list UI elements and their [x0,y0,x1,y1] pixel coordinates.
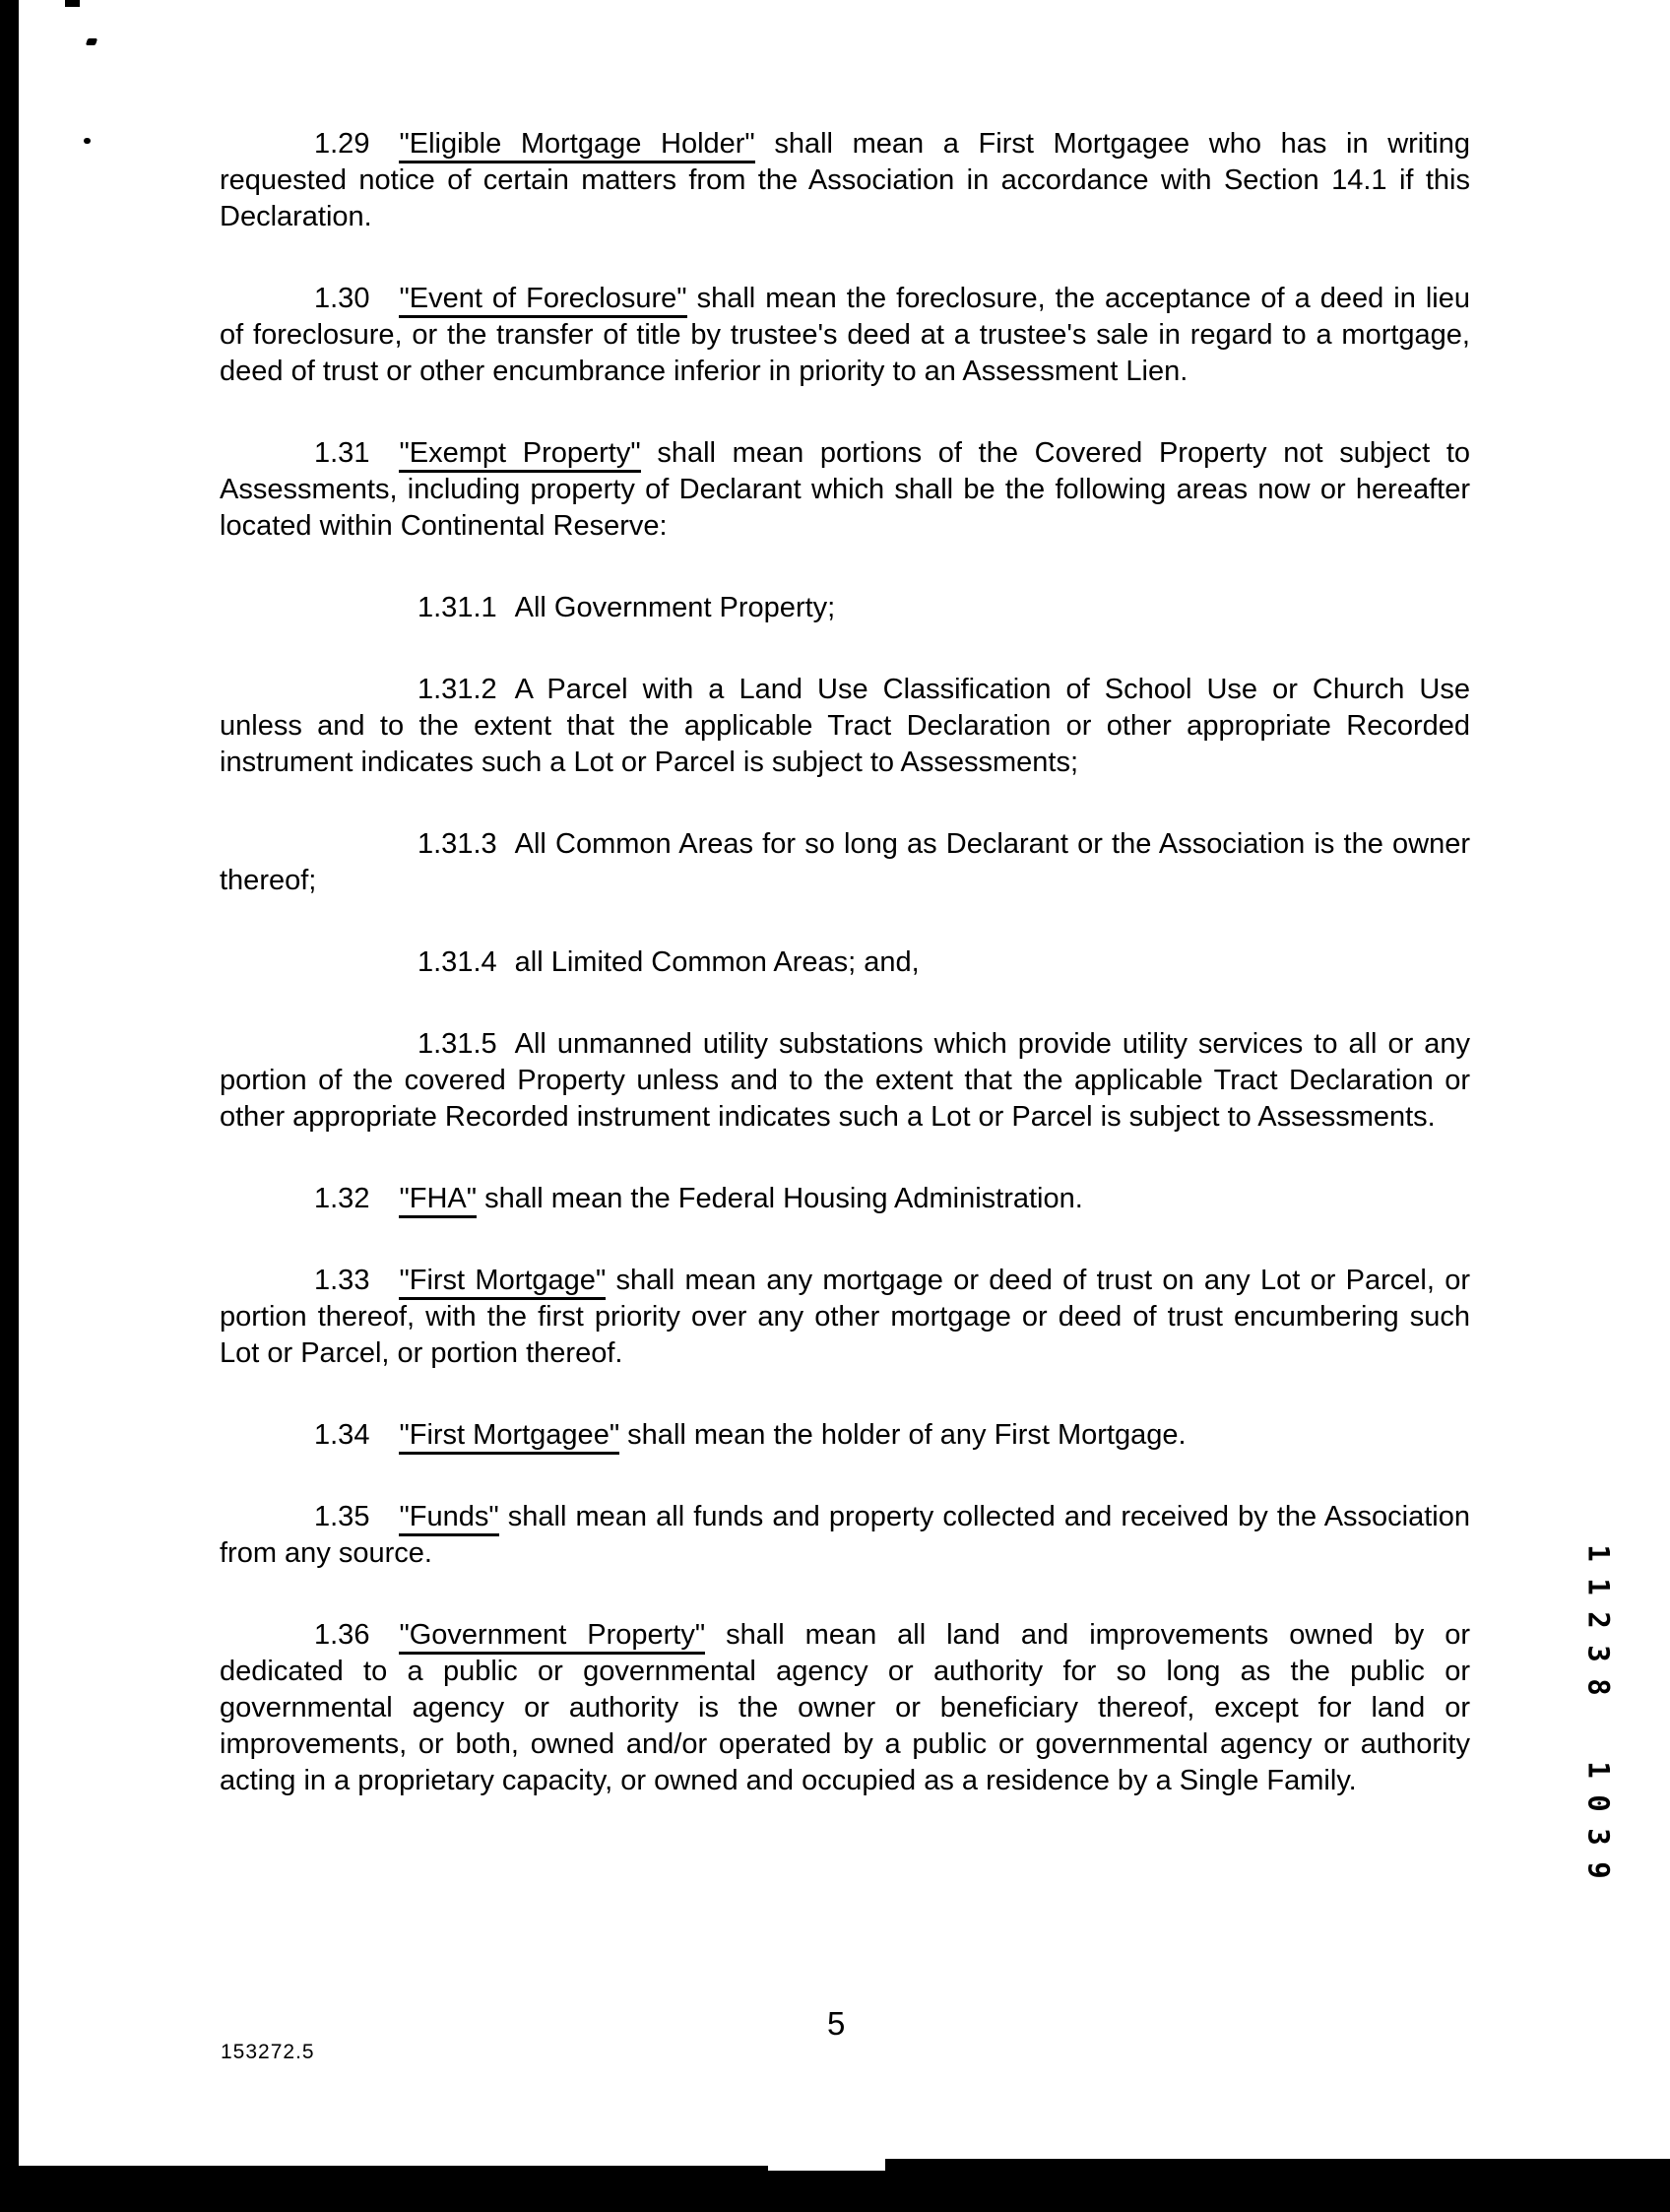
defined-term: "Exempt Property" [399,437,640,473]
document-body [220,126,1470,1845]
section-1.31.2: 1.31.2 A Parcel with a Land Use Classification of School Use or Church Use unless and to the extent that the applicable Tract Declaration or other appropriate Recorded instrument indicates such a Lot or Parcel is subject to Assessments; [220,674,1470,778]
defined-term: "Eligible Mortgage Holder" [399,128,754,163]
section-1.31.4: 1.31.4 all Limited Common Areas; and, [418,946,920,978]
stamp-digit: 9 [1582,1861,1616,1879]
section-1.31: 1.31 "Exempt Property" shall mean portions of the Covered Property not subject to Assessments, including property of Declarant which shall be the following areas now or hereafter located within Continental Reserve: [220,437,1471,542]
section-1.29: 1.29 "Eligible Mortgage Holder" shall mean a First Mortgagee who has in writing requested notice of certain matters from the Association in accordance with Section 14.1 if this Declaration. [220,128,1470,232]
section-1.35: 1.35 "Funds" shall mean all funds and property collected and received by the Association from any source. [220,1501,1470,1569]
footer-reference-number: 153272.5 [221,2041,315,2063]
stamp-digit: 1 [1582,1761,1616,1779]
defined-term: "Government Property" [399,1619,705,1655]
section-number: 1.31.4 [418,946,497,978]
stamp-digit: 3 [1582,1645,1616,1662]
defined-term: "FHA" [399,1183,477,1218]
section-number: 1.31 [314,437,370,469]
section-number: 1.31.2 [418,674,497,705]
section-1.31.1: 1.31.1 All Government Property; [418,592,836,623]
section-1.31.3: 1.31.3 All Common Areas for so long as Declarant or the Association is the owner thereof; [220,828,1470,896]
scan-speck [86,38,97,45]
stamp-digit: 1 [1582,1578,1616,1595]
margin-stamp-bottom [1577,1753,1621,1887]
stamp-digit: 0 [1582,1794,1616,1812]
section-number: 1.33 [314,1265,370,1296]
scan-artifact-left-bar [0,0,19,2212]
stamp-digit: 1 [1582,1544,1616,1562]
scan-artifact-bottom-bar [0,2171,1670,2212]
section-1.34: 1.34 "First Mortgagee" shall mean the holder of any First Mortgage. [220,1417,1470,1454]
section-number: 1.31.1 [418,592,497,623]
section-number: 1.32 [314,1183,370,1214]
section-number: 1.35 [314,1501,370,1532]
defined-term: "Event of Foreclosure" [399,283,686,318]
section-number: 1.29 [314,128,370,160]
section-1.31.5: 1.31.5 All unmanned utility substations which provide utility services to all or any portion of the covered Property unless and to the extent that the applicable Tract Declaration or other appropriate Recorded instrument indicates such a Lot or Parcel is subject to Assessments. [220,1028,1470,1133]
scan-artifact-top-notch [65,0,80,7]
section-1.33: 1.33 "First Mortgage" shall mean any mortgage or deed of trust on any Lot or Parcel, or portion thereof, with the first priority over any other mortgage or deed of trust encumbering such Lot or Parcel, or portion thereof. [220,1265,1471,1369]
stamp-digit: 3 [1582,1828,1616,1846]
section-number: 1.30 [314,283,370,314]
defined-term: "First Mortgagee" [399,1419,619,1455]
section-1.30: 1.30 "Event of Foreclosure" shall mean the foreclosure, the acceptance of a deed in lieu of foreclosure, or the transfer of title by trustee's deed at a trustee's sale in regard to a mortgage, deed of trust or other encumbrance inferior in priority to an Assessment Lien. [220,283,1470,387]
section-1.36: 1.36 "Government Property" shall mean all land and improvements owned by or dedicated to a public or governmental agency or authority for so long as the public or governmental agency or authority is the owner or beneficiary thereof, except for land or improvements, or both, owned and/or operated by a public or governmental agency or authority acting in a proprietary capacity, or owned and occupied as a residence by a Single Family. [220,1619,1470,1796]
defined-term: "First Mortgage" [399,1265,606,1300]
section-number: 1.31.5 [418,1028,497,1060]
page-number: 5 [827,2005,846,2042]
section-number: 1.36 [314,1619,370,1651]
section-number: 1.31.3 [418,828,497,860]
section-1.32: 1.32 "FHA" shall mean the Federal Housing Administration. [220,1181,1470,1217]
defined-term: "Funds" [399,1501,498,1536]
margin-stamp-top [1577,1536,1621,1704]
scan-speck [84,138,91,144]
stamp-digit: 2 [1582,1611,1616,1629]
stamp-digit: 8 [1582,1678,1616,1696]
section-number: 1.34 [314,1419,370,1451]
